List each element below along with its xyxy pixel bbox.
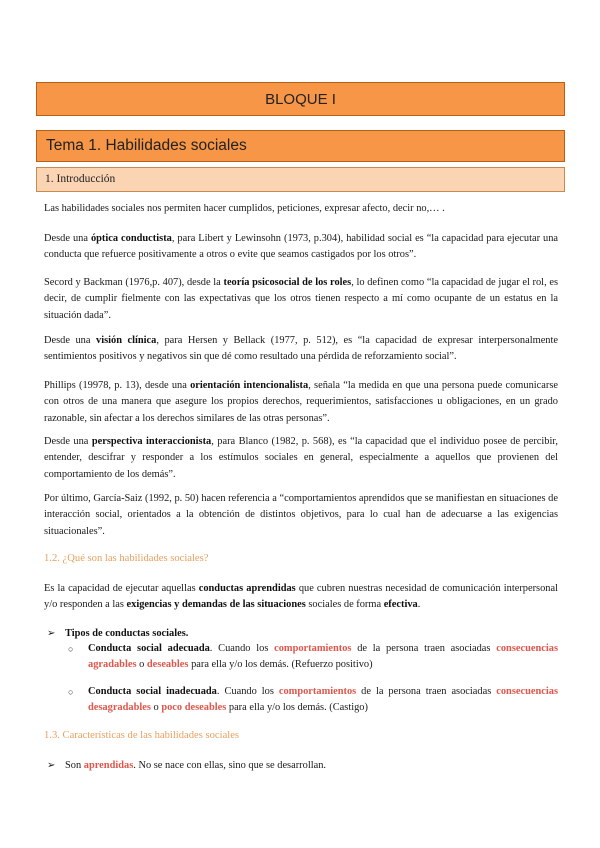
section-heading-1-3: 1.3. Características de las habilidades sociales xyxy=(44,730,240,741)
paragraph-2: Desde una óptica conductista, para Libert y Lewinsohn (1973, p.304), habilidad social es “la capacidad para ejecutar una conducta que refuerce positivamente a otros o evite que seamos castigados por los otros”. xyxy=(44,233,559,261)
paragraph-3: Secord y Backman (1976,p. 407), desde la teoría psicosocial de los roles, lo definen como “la capacidad de jugar el rol, es decir, de cumplir fielmente con las expectativas que los otros tienen respecto a mí como ocupante de un estatus en la situación dada”. xyxy=(44,277,558,321)
circle-bullet-icon: ○ xyxy=(68,644,74,654)
section-heading-1-2: 1.2. ¿Qué son las habilidades sociales? xyxy=(44,553,209,564)
paragraph-7: Por último, García-Saiz (1992, p. 50) hacen referencia a “comportamientos aprendidos que se manifiestan en situaciones de interacción social, orientados a la obtención de distintos objetivos, para lo cual han de adecuarse a las exigencias situacionales”. xyxy=(44,493,558,537)
arrow-bullet-icon: ➢ xyxy=(47,760,56,771)
tema-banner: Tema 1. Habilidades sociales xyxy=(36,130,565,162)
paragraph-4: Desde una visión clínica, para Hersen y Bellack (1977, p. 512), es “la capacidad de expresar interpersonalmente sentimientos positivos y negativos sin que dé como resultado una pérdida de reforzamiento social”. xyxy=(44,335,558,363)
paragraph-6: Desde una perspectiva interaccionista, para Blanco (1982, p. 568), es “la capacidad que el individuo posee de percibir, entender, descifrar y responder a los estímulos sociales en general, especialmente a aquellos que provienen del comportamiento de los demás”. xyxy=(44,436,558,480)
circle-bullet-icon: ○ xyxy=(68,687,74,697)
bloque-banner: BLOQUE I xyxy=(36,82,565,116)
arrow-bullet-icon: ➢ xyxy=(47,628,56,639)
paragraph-8: Es la capacidad de ejecutar aquellas conductas aprendidas que cubren nuestras necesidad de comunicación interpersonal y/o responden a las exigencias y demandas de las situaciones sociales de forma efectiva. xyxy=(44,583,558,611)
paragraph-5: Phillips (19978, p. 13), desde una orientación intencionalista, señala “la medida en que una persona puede comunicarse con otros de una manera que asegure los propios derechos, requerimientos, satisfacciones u obligaciones, en un grado razonable, sin afectar a los derechos similares de las otras personas”. xyxy=(44,380,558,424)
paragraph-1: Las habilidades sociales nos permiten hacer cumplidos, peticiones, expresar afecto, decir no,… . xyxy=(44,203,445,214)
document-page: BLOQUE I Tema 1. Habilidades sociales 1. Introducción Las habilidades sociales nos permiten hacer cumplidos, peticiones, expresar afecto, decir no,… . Desde una óptica conductista, para Libert y Lewinsohn (1973, p.304), habilidad social es “la capacidad para ejecutar una conducta que refuerce positivamente a otros o evite que seamos castigados por los otros”. Secord y Backman (1976,p. 407), desde la teoría psicosocial de los roles, lo definen como “la capacidad de jugar el rol, es decir, de cumplir fielmente con las expectativas que los otros tienen respecto a mí como ocupante de un estatus en la situación dada”. Desde una visión clínica, para Hersen y Bellack (1977, p. 512), es “la capacidad de expresar interpersonalmente sentimientos positivos y negativos sin que dé como resultado una pérdida de reforzamiento social”. Phillips (19978, p. 13), desde una orientación intencionalista, señala “la medida en que una persona puede comunicarse con otros de una manera que asegure los propios derechos, requerimientos, satisfacciones u obligaciones, en un grado razonable, sin afectar a los derechos similares de las otras personas”. Desde una perspectiva interaccionista, para Blanco (1982, p. 568), es “la capacidad que el individuo posee de percibir, entender, descifrar y responder a los estímulos sociales en general, especialmente a aquellos que provienen del comportamiento de los demás”. Por último, García-Saiz (1992, p. 50) hacen referencia a “comportamientos aprendidos que se manifiestan en situaciones de interacción social, orientados a la obtención de distintos objetivos, para lo cual han de adecuarse a las exigencias situacionales”. 1.2. ¿Qué son las habilidades sociales? Es la capacidad de ejecutar aquellas conductas aprendidas que cubren nuestras necesidad de comunicación interpersonal y/o responden a las exigencias y demandas de las situaciones sociales de forma efectiva. ➢ Tipos de conductas sociales. ○ Conducta social adecuada. Cuando los comportamientos de la persona traen asociadas consecuencias agradables o deseables para ella y/o los demás. (Refuerzo positivo) ○ Conducta social inadecuada. Cuando los comportamientos de la persona traen asociadas consecuencias desagradables o poco deseables para ella y/o los demás. (Castigo) 1.3. Características de las habilidades sociales ➢ Son aprendidas. No se nace con ellas, sino que se desarrollan. xyxy=(0,0,600,848)
intro-heading: 1. Introducción xyxy=(36,167,565,192)
